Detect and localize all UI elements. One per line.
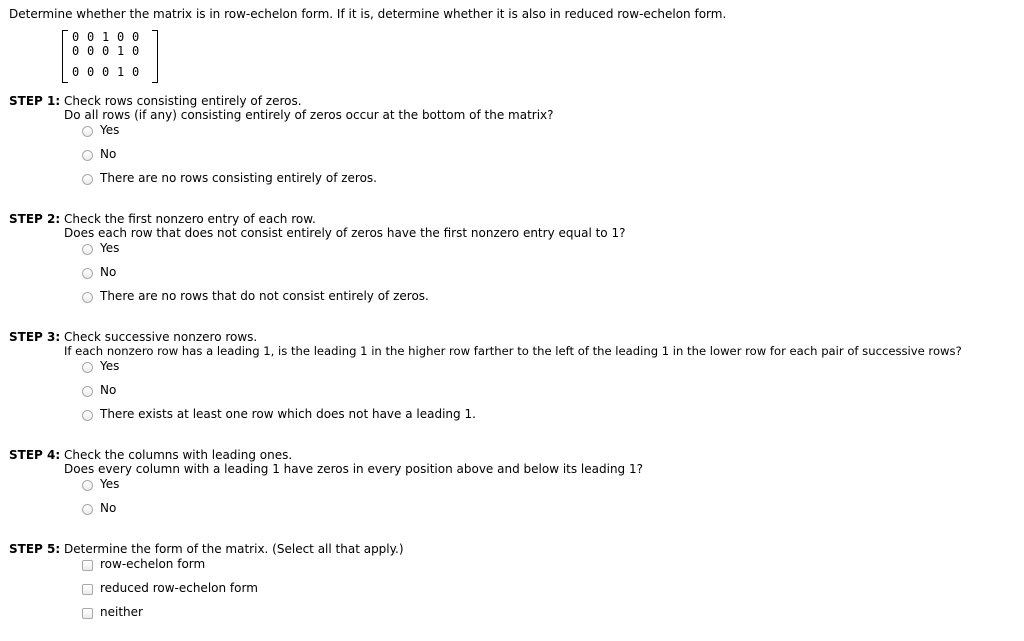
- step-2-title: Check the first nonzero entry of each row.: [63, 212, 316, 226]
- matrix-right-bracket: [152, 30, 158, 83]
- step-2-label: STEP 2:: [9, 212, 61, 226]
- step-3-option-no-leading-one-label: There exists at least one row which does not have a leading 1.: [100, 407, 476, 421]
- step-3-radio-no[interactable]: [82, 386, 93, 397]
- step-5-heading: [9, 542, 404, 557]
- step-1-label: STEP 1:: [9, 94, 61, 108]
- step-1-question: Do all rows (if any) consisting entirely of zeros occur at the bottom of the matrix?: [64, 108, 554, 122]
- step-5-option-reduced-row-echelon-label: reduced row-echelon form: [100, 581, 258, 595]
- step-3-title: Check successive nonzero rows.: [63, 330, 258, 344]
- matrix-row-2: 0 0 0 1 0: [72, 44, 140, 58]
- step-4-title: Check the columns with leading ones.: [63, 448, 293, 462]
- step-3-radio-no-leading-one[interactable]: [82, 410, 93, 421]
- matrix: [62, 30, 158, 82]
- step-2-radio-no[interactable]: [82, 268, 93, 279]
- step-5-checkbox-row-echelon[interactable]: [82, 560, 93, 571]
- step-5-title: Determine the form of the matrix. (Select all that apply.): [63, 542, 404, 556]
- step-2-question: Does each row that does not consist entirely of zeros have the first nonzero entry equal to 1?: [64, 226, 626, 240]
- step-4-label: STEP 4:: [9, 448, 61, 462]
- step-5-label: STEP 5:: [9, 542, 61, 556]
- step-2-radio-none[interactable]: [82, 292, 93, 303]
- step-3-radio-yes[interactable]: [82, 362, 93, 373]
- step-2-option-yes-label: Yes: [100, 241, 120, 255]
- matrix-left-bracket: [62, 30, 68, 83]
- step-2-heading: [9, 212, 316, 227]
- step-1-heading: [9, 94, 302, 109]
- step-4-radio-yes[interactable]: [82, 480, 93, 491]
- step-4-question: Does every column with a leading 1 have zeros in every position above and below its leading 1?: [64, 462, 643, 476]
- step-3-option-no-label: No: [100, 383, 117, 397]
- step-3-option-yes-label: Yes: [100, 359, 120, 373]
- step-5-option-row-echelon-label: row-echelon form: [100, 557, 206, 571]
- matrix-row-3: 0 0 0 1 0: [72, 65, 140, 79]
- problem-prompt: Determine whether the matrix is in row-echelon form. If it is, determine whether it is also in reduced row-echelon form.: [9, 7, 727, 21]
- step-4-radio-no[interactable]: [82, 504, 93, 515]
- step-3-label: STEP 3:: [9, 330, 61, 344]
- step-1-option-none-label: There are no rows consisting entirely of zeros.: [100, 171, 377, 185]
- step-1-radio-yes[interactable]: [82, 126, 93, 137]
- step-5-checkbox-neither[interactable]: [82, 608, 93, 619]
- step-1-radio-none[interactable]: [82, 174, 93, 185]
- step-5-option-neither-label: neither: [100, 605, 143, 619]
- step-2-option-no-label: No: [100, 265, 117, 279]
- step-3-heading: [9, 330, 257, 345]
- step-1-option-no-label: No: [100, 147, 117, 161]
- step-1-radio-no[interactable]: [82, 150, 93, 161]
- step-4-heading: [9, 448, 292, 463]
- step-4-option-yes-label: Yes: [100, 477, 120, 491]
- step-1-option-yes-label: Yes: [100, 123, 120, 137]
- step-2-radio-yes[interactable]: [82, 244, 93, 255]
- matrix-row-1: 0 0 1 0 0: [72, 30, 140, 44]
- step-3-question: If each nonzero row has a leading 1, is the leading 1 in the higher row farther to the left of the leading 1 in the lower row for each pair of successive rows?: [64, 344, 962, 358]
- step-1-title: Check rows consisting entirely of zeros.: [63, 94, 302, 108]
- step-4-option-no-label: No: [100, 501, 117, 515]
- step-5-checkbox-reduced-row-echelon[interactable]: [82, 584, 93, 595]
- step-2-option-none-label: There are no rows that do not consist entirely of zeros.: [100, 289, 429, 303]
